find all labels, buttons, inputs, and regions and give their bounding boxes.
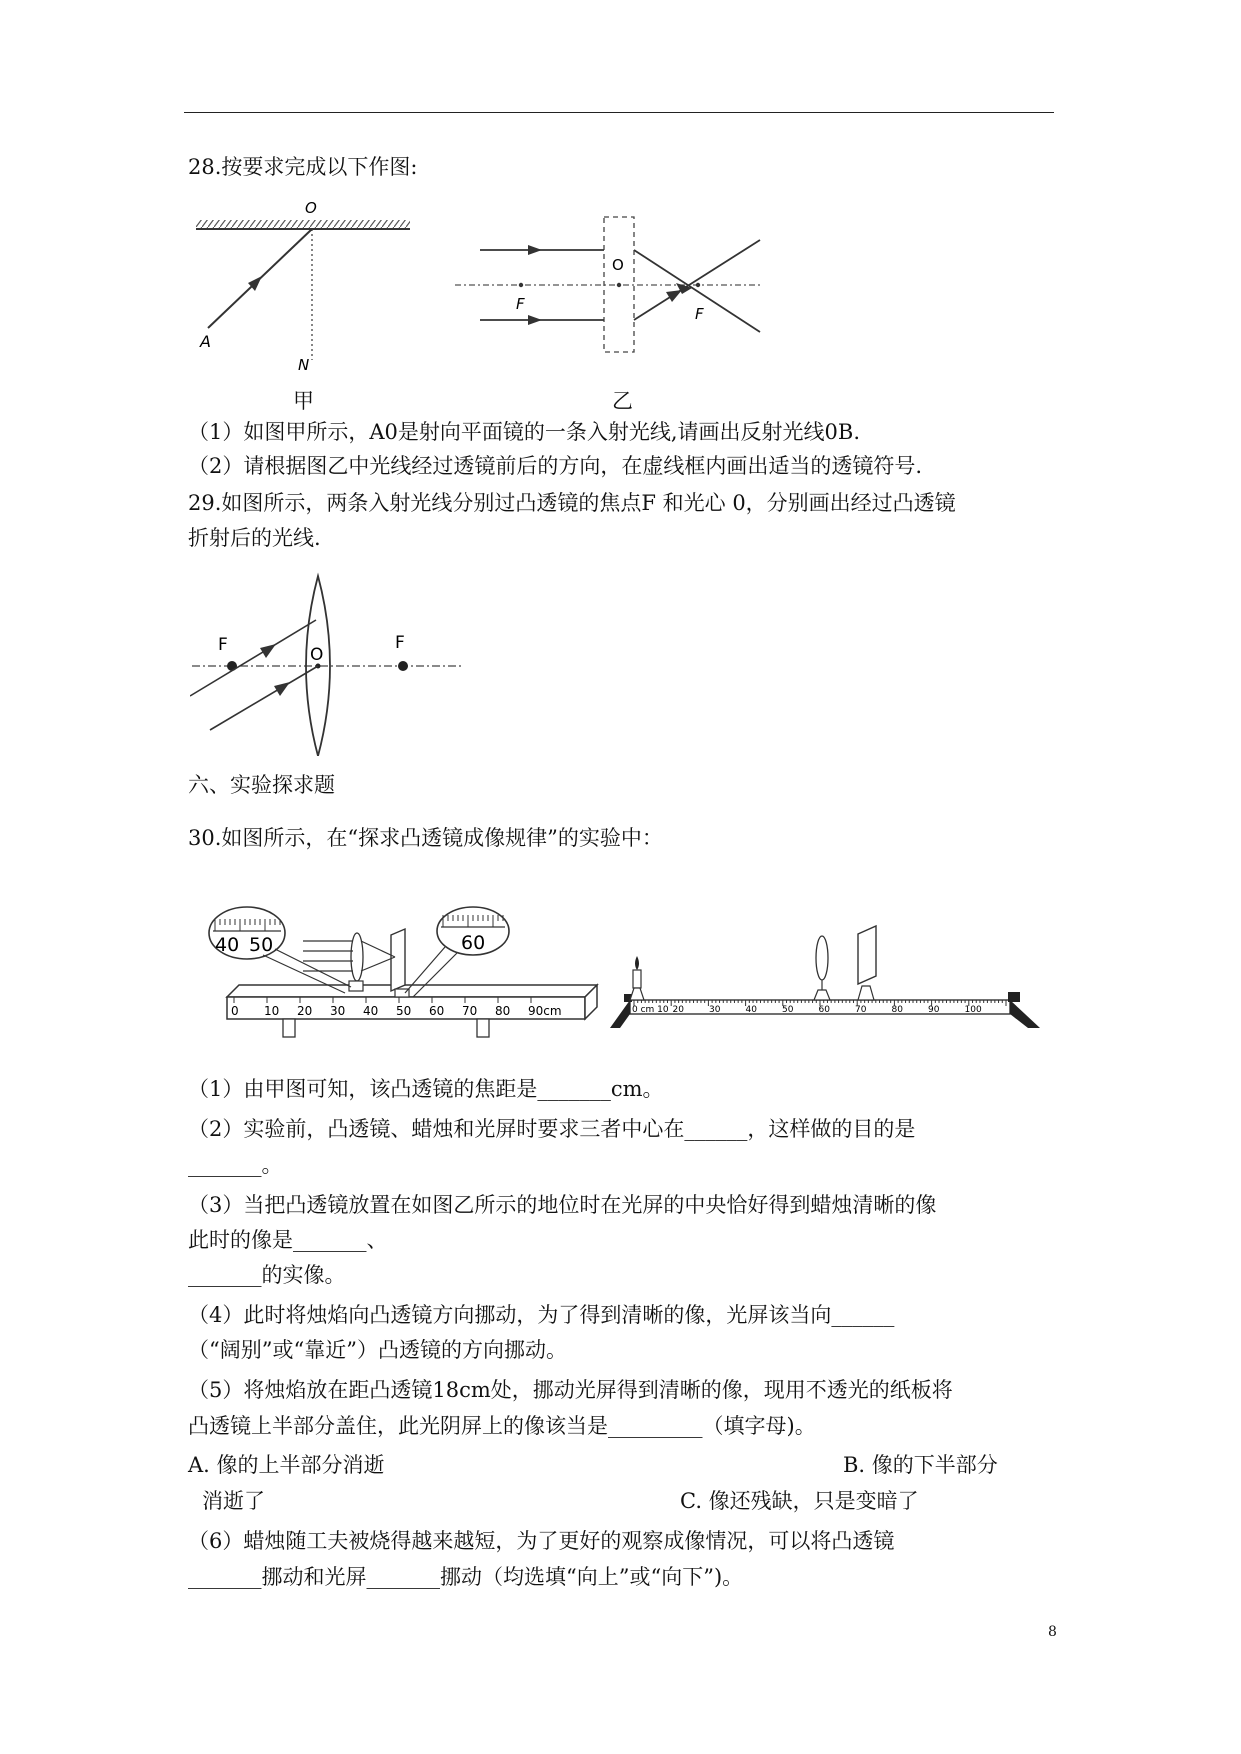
option-c: C. 像还残缺，只是变暗了 <box>680 1489 919 1513</box>
bench-leg <box>477 1019 489 1037</box>
bench-tick-label: 80 <box>891 1005 903 1015</box>
figure-q30-focal-length-bench <box>205 905 605 1055</box>
figure-jia-caption: 甲 <box>293 389 314 413</box>
focal-point-dot <box>696 283 700 287</box>
label-o: O <box>310 645 324 665</box>
label-n: N <box>298 356 310 374</box>
bench-end-right <box>1008 992 1020 1002</box>
label-o: O <box>305 199 317 217</box>
bench-foot-right <box>1010 1000 1040 1028</box>
ray-through-f <box>190 620 316 696</box>
q30-sub6: （6）蜡烛随工夫被烧得越来越短，为了更好的观察成像情况，可以将凸透镜 <box>188 1529 895 1553</box>
q30-sub4-continued: （“阔别”或“靠近”）凸透镜的方向挪动。 <box>188 1338 567 1362</box>
figure-yi-caption: 乙 <box>612 389 633 413</box>
bench-tick-label: 30 <box>330 1004 346 1018</box>
page-number: 8 <box>1048 1624 1057 1640</box>
bench-tick-label: 40 <box>363 1004 379 1018</box>
bench-tick-label: 60 <box>429 1004 445 1018</box>
bench-tick-label: 60 <box>818 1005 830 1015</box>
q28-sub1: （1）如图甲所示，A0是射向平面镜的一条入射光线,请画出反射光线0B. <box>188 420 861 444</box>
refracted-ray <box>361 941 395 957</box>
option-a: A. 像的上半部分消逝 <box>188 1453 385 1477</box>
q30-sub2: （2）实验前，凸透镜、蜡烛和光屏时要求三者中心在______，这样做的目的是 <box>188 1117 916 1141</box>
section-6-heading: 六、实验探求题 <box>188 773 335 797</box>
bench-tick-label: 90 <box>928 1005 940 1015</box>
ray-arrow-icon <box>260 644 276 658</box>
focal-point-dot <box>227 661 237 671</box>
candle <box>633 970 641 988</box>
q30-sub3: （3）当把凸透镜放置在如图乙所示的地位时在光屏的中央恰好得到蜡烛清晰的像 <box>188 1193 937 1217</box>
bench-tick-label: 90cm <box>528 1004 562 1018</box>
header-rule <box>184 112 1054 113</box>
magnifier-tick-60: 60 <box>461 932 486 954</box>
focal-point-dot <box>519 283 523 287</box>
bench-tick-label: 100 <box>964 1005 982 1015</box>
bench-tick-label: 70 <box>462 1004 478 1018</box>
q30-title: 30.如图所示，在“探求凸透镜成像规律”的实验中： <box>188 826 663 850</box>
bench-tick-label: 30 <box>709 1005 721 1015</box>
figure-q30-imaging-bench <box>606 908 1056 1040</box>
bench-tick-label: 50 <box>782 1005 794 1015</box>
bench-tick-label: 50 <box>396 1004 412 1018</box>
ray-through-o <box>210 666 318 730</box>
q30-sub5-continued: 凸透镜上半部分盖住，此光阴屏上的像该当是_________（填字母)。 <box>188 1414 816 1438</box>
light-screen <box>858 926 876 984</box>
refracted-ray <box>361 957 395 971</box>
lens-holder <box>814 990 830 1000</box>
q28-sub2: （2）请根据图乙中光线经过透镜前后的方向，在虚线框内画出适当的透镜符号. <box>188 454 923 478</box>
figure-yi-lens-box <box>450 212 770 362</box>
label-a: A <box>200 332 211 351</box>
q28-title: 28.按要求完成以下作图: <box>188 155 418 179</box>
convex-lens <box>351 933 363 981</box>
option-b: B. 像的下半部分 <box>843 1453 998 1477</box>
bench-tick-label: 0 <box>231 1004 239 1018</box>
option-b-continued: 消逝了 <box>202 1489 265 1513</box>
magnifier-tick-40: 40 <box>215 934 240 956</box>
ray-arrow-icon <box>666 290 682 302</box>
ray-arrow-icon <box>528 315 542 325</box>
focal-point-dot <box>398 661 408 671</box>
q29-line1: 29.如图所示，两条入射光线分别过凸透镜的焦点F 和光心 0，分别画出经过凸透镜 <box>188 491 956 515</box>
bench-leg <box>283 1019 295 1037</box>
q30-sub3-continued-2: _______的实像。 <box>188 1263 346 1287</box>
label-f-left: F <box>218 635 228 655</box>
ray-arrow-icon <box>528 245 542 255</box>
bench-tick-label: 10 <box>264 1004 280 1018</box>
candle-holder <box>630 988 644 1000</box>
bench-tick-label: 80 <box>495 1004 511 1018</box>
bench-tick-label: 70 <box>855 1005 867 1015</box>
bench-tick-label: 40 <box>745 1005 757 1015</box>
label-f-right: F <box>695 305 704 323</box>
screen-holder <box>858 986 874 1000</box>
label-f-right: F <box>395 633 405 653</box>
q30-sub4: （4）此时将烛焰向凸透镜方向挪动，为了得到清晰的像，光屏该当向______ <box>188 1303 895 1327</box>
bench-tick-label: 0 cm 10 <box>632 1005 669 1015</box>
q30-sub6-continued: _______挪动和光屏_______挪动（均选填“向上”或“向下”)。 <box>188 1565 744 1589</box>
q30-sub2-continued: _______。 <box>188 1153 283 1177</box>
bench-top <box>227 985 597 997</box>
q30-sub1: （1）由甲图可知，该凸透镜的焦距是_______cm。 <box>188 1077 664 1101</box>
convex-lens <box>816 936 828 980</box>
bench-foot-left <box>610 1000 630 1028</box>
light-screen <box>391 929 405 991</box>
bench-tick-label: 20 <box>297 1004 313 1018</box>
optical-center-dot <box>617 283 621 287</box>
bench-tick-label: 20 <box>672 1005 684 1015</box>
lens-holder <box>349 981 363 991</box>
ray-arrow-icon <box>274 682 290 696</box>
magnifier-tick-50: 50 <box>249 934 274 956</box>
magnifier-pointer <box>275 949 351 987</box>
mirror-hatching <box>196 220 410 228</box>
q30-sub3-continued: 此时的像是_______、 <box>188 1228 388 1252</box>
q29-line2: 折射后的光线. <box>188 526 321 550</box>
candle-flame-icon <box>635 956 639 970</box>
figure-jia-plane-mirror <box>190 195 430 380</box>
figure-q29-convex-lens <box>190 568 465 756</box>
label-f-left: F <box>516 295 525 313</box>
label-o: O <box>612 256 624 274</box>
q30-sub5: （5）将烛焰放在距凸透镜18cm处，挪动光屏得到清晰的像，现用不透光的纸板将 <box>188 1378 953 1402</box>
